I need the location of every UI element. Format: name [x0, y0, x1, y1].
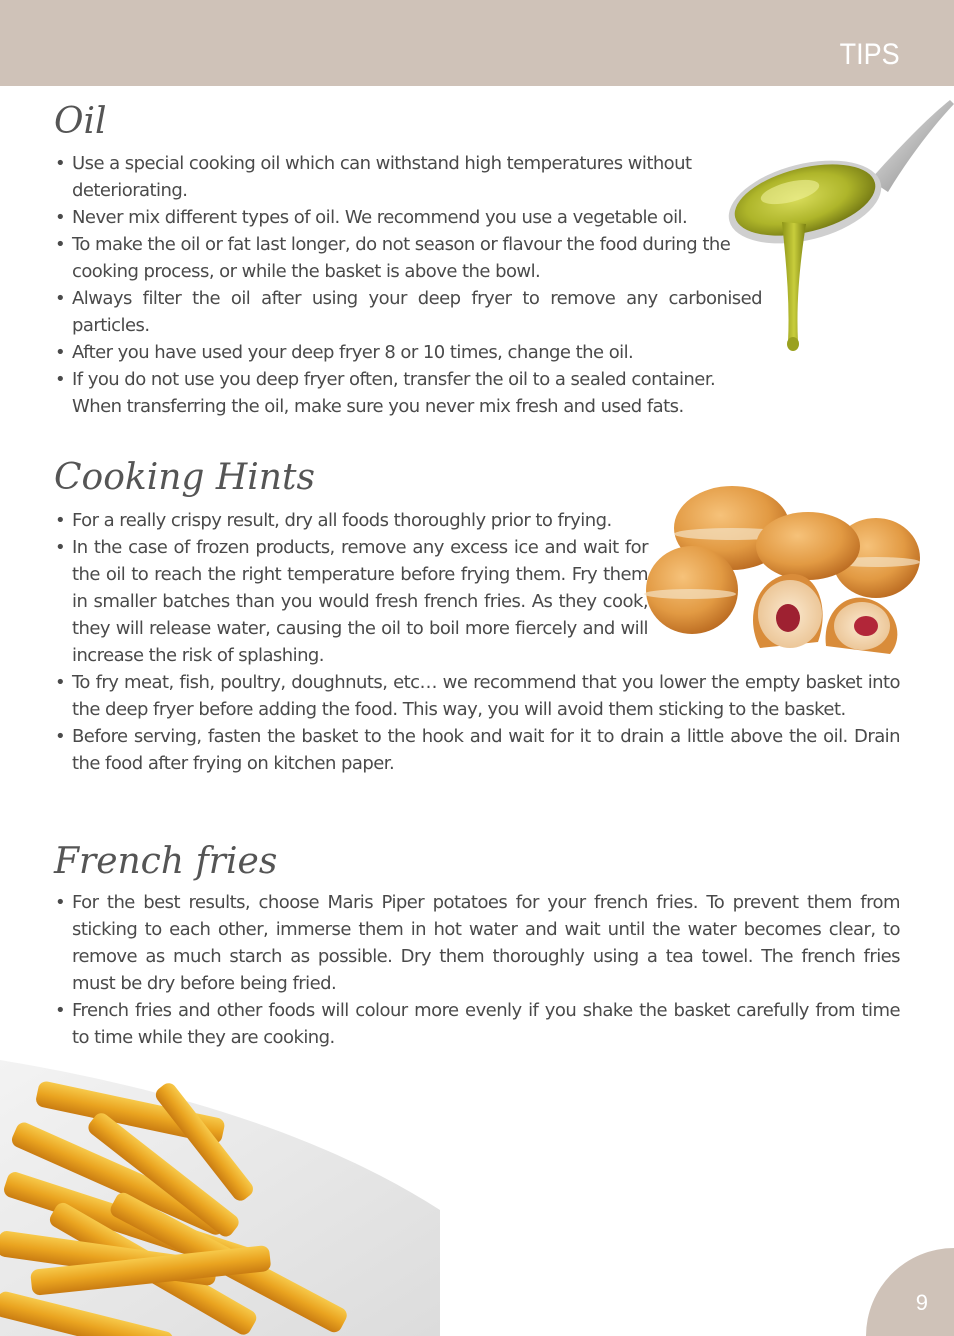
list-item: • Always filter the oil after using your deep fryer to remove any carbonised particles.: [54, 285, 762, 339]
section-title-cooking-hints: Cooking Hints: [54, 457, 315, 498]
list-item: • For a really crispy result, dry all foods thoroughly prior to frying.: [54, 507, 652, 534]
page-number-tab: [866, 1248, 954, 1336]
section-title-oil: Oil: [54, 101, 107, 142]
list-item: • Before serving, fasten the basket to the hook and wait for it to drain a little above the oil. Drain the food after frying on kitchen paper.: [54, 723, 900, 777]
list-item: • In the case of frozen products, remove any excess ice and wait for the oil to reach the right temperature before frying them. Fry them in smaller batches than you would fresh french fries. As they cook, they will release water, causing the oil to boil more fiercely and will increase the risk of splashing.: [54, 534, 648, 669]
list-item: • To fry meat, fish, poultry, doughnuts, etc… we recommend that you lower the empty basket into the deep fryer before adding the food. This way, you will avoid them sticking to the basket.: [54, 669, 900, 723]
french-fries-image: [0, 1040, 450, 1336]
page-header-title: TIPS: [839, 38, 900, 71]
list-item: • To make the oil or fat last longer, do not season or flavour the food during the cooking process, or while the basket is above the bowl.: [54, 231, 742, 285]
list-item: • Never mix different types of oil. We recommend you use a vegetable oil.: [54, 204, 732, 231]
header-band: [0, 0, 954, 86]
list-item: • After you have used your deep fryer 8 or 10 times, change the oil.: [54, 339, 762, 366]
list-item: • For the best results, choose Maris Piper potatoes for your french fries. To prevent them from sticking to each other, immerse them in hot water and wait until the water becomes clear, to remove as much starch as possible. Dry them thoroughly using a tea towel. The french fries must be dry before being fried.: [54, 889, 900, 997]
oil-tips-list: [54, 150, 764, 420]
page-number: 9: [915, 1290, 928, 1315]
list-item: • If you do not use you deep fryer often, transfer the oil to a sealed container. When transferring the oil, make sure you never mix fresh and used fats.: [54, 366, 762, 420]
french-fries-list: [54, 889, 900, 1051]
list-item: • Use a special cooking oil which can withstand high temperatures without deteriorating.: [54, 150, 712, 204]
section-title-french-fries: French fries: [54, 841, 278, 882]
cooking-hints-list: [54, 507, 900, 777]
list-item: • French fries and other foods will colour more evenly if you shake the basket carefully from time to time while they are cooking.: [54, 997, 900, 1051]
